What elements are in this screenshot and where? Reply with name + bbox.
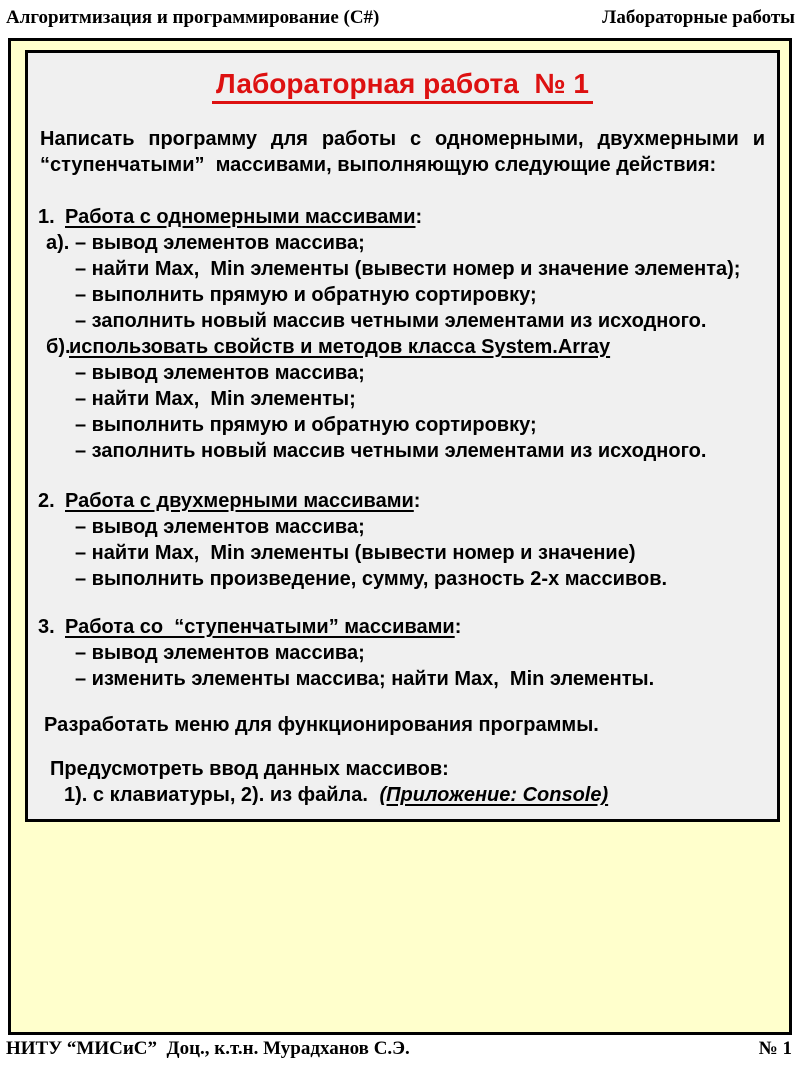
list-item [38,256,767,282]
intro-paragraph: Написать программу для работы с одномерными, двухмерными и “ступенчатыми” массивами, выполняющую следующие действия: [40,128,765,176]
appendix-console-link[interactable]: (Приложение: Console) [379,784,609,806]
list-item [38,334,767,360]
section-heading-2 [38,488,767,514]
page-title: Лабораторная работа № 1 [212,68,593,104]
list-item-text: – заполнить новый массив четными элементами из исходного. [75,310,707,332]
list-item-text: – выполнить прямую и обратную сортировку; [75,414,537,436]
list-item-label: а). [46,232,70,254]
section-heading-text: Работа с одномерными массивами [65,206,416,228]
list-item-text: – найти Max, Min элементы; [75,388,356,410]
input-options-text: 1). с клавиатуры, 2). из файла. [64,784,374,806]
list-item [38,360,767,386]
section-colon: : [415,206,423,228]
header-section-title: Лабораторные работы [602,7,795,28]
list-item-text: – вывод элементов массива; [75,362,365,384]
header-course-title: Алгоритмизация и программирование (С#) [6,7,380,28]
page-footer [6,1038,792,1060]
list-item [38,412,767,438]
list-item [38,230,767,256]
slide-title-row [38,68,767,104]
section-heading-1 [38,204,767,230]
section-heading-text: Работа с двухмерными массивами [65,490,414,512]
list-item [38,386,767,412]
footer-author: НИТУ “МИСиС” Доц., к.т.н. Мурадханов С.Э. [6,1038,410,1059]
list-item-text: – заполнить новый массив четными элементами из исходного. [75,440,707,462]
section-colon: : [413,490,421,512]
list-item-text: – вывод элементов массива; [75,642,365,664]
list-item-text: – вывод элементов массива; [75,516,365,538]
footer-page-number: № 1 [758,1038,792,1059]
list-item [38,540,767,566]
list-item [38,640,767,666]
input-heading: Предусмотреть ввод данных массивов: [50,758,449,780]
list-item-text: использовать свойств и методов класса System.Array [69,336,611,358]
section-heading-text: Работа со “ступенчатыми” массивами [65,616,455,638]
list-item-text: – изменить элементы массива; найти Max, Min элементы. [75,668,655,690]
list-item [38,566,767,592]
list-item [38,308,767,334]
page-header [6,7,795,29]
section-number: 1. [38,206,55,228]
list-item-text: – выполнить произведение, сумму, разность 2-х массивов. [75,568,668,590]
input-options-line [38,782,767,808]
list-item-text: – выполнить прямую и обратную сортировку; [75,284,537,306]
list-item-text: – найти Max, Min элементы (вывести номер и значение элемента); [75,258,741,280]
section-heading-3 [38,614,767,640]
section-number: 2. [38,490,55,512]
list-item-text: – найти Max, Min элементы (вывести номер и значение) [75,542,636,564]
slide-frame [8,38,792,1035]
list-item [38,438,767,464]
section-colon: : [454,616,462,638]
list-item-label: б). [46,336,71,358]
content-panel [25,50,780,822]
list-item [38,514,767,540]
menu-note: Разработать меню для функционирования программы. [44,714,599,736]
section-number: 3. [38,616,55,638]
list-item [38,666,767,692]
list-item-text: – вывод элементов массива; [75,232,365,254]
list-item [38,282,767,308]
